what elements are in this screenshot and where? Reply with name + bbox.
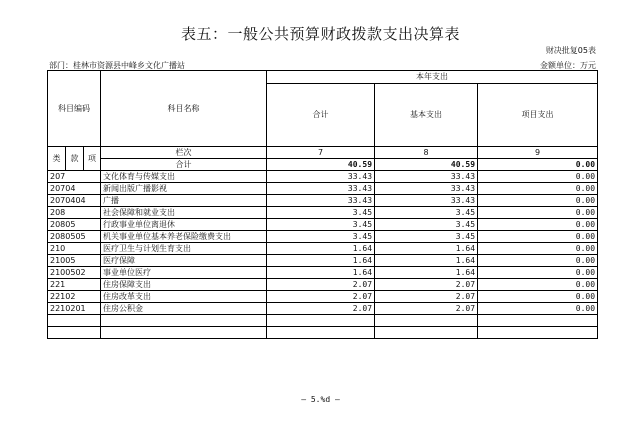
subject-name: 新闻出版广播影视 (101, 183, 267, 195)
amount-total: 33.43 (267, 183, 375, 195)
subject-name: 文化体育与传媒支出 (101, 171, 267, 183)
total-row-project: 0.00 (478, 159, 598, 171)
amount-project: 0.00 (478, 195, 598, 207)
subject-code: 21005 (48, 255, 101, 267)
blank-cell (478, 327, 598, 339)
subject-name: 广播 (101, 195, 267, 207)
subject-name: 社会保障和就业支出 (101, 207, 267, 219)
table-row (48, 195, 598, 207)
amount-total: 1.64 (267, 243, 375, 255)
amount-basic: 2.07 (375, 291, 478, 303)
page-footer: — 5.%d — (301, 395, 340, 404)
blank-cell (101, 315, 267, 327)
amount-basic: 1.64 (375, 255, 478, 267)
amount-total: 3.45 (267, 207, 375, 219)
table-row (48, 183, 598, 195)
blank-row (48, 327, 598, 339)
total-row-basic: 40.59 (375, 159, 478, 171)
amount-project: 0.00 (478, 243, 598, 255)
column-index-row (48, 147, 598, 159)
subject-code: 20805 (48, 219, 101, 231)
amount-project: 0.00 (478, 291, 598, 303)
table-row (48, 255, 598, 267)
basic-header: 基本支出 (375, 84, 478, 147)
subject-name: 住房保障支出 (101, 279, 267, 291)
subject-name: 住房改革支出 (101, 291, 267, 303)
subject-name: 行政事业单位离退休 (101, 219, 267, 231)
col-index-project: 9 (478, 147, 598, 159)
kuan-header: 款 (66, 147, 84, 171)
lei-header: 类 (48, 147, 66, 171)
table-row (48, 231, 598, 243)
subject-name: 医疗保障 (101, 255, 267, 267)
subject-code: 210 (48, 243, 101, 255)
amount-basic: 3.45 (375, 219, 478, 231)
amount-total: 1.64 (267, 255, 375, 267)
subject-code: 2210201 (48, 303, 101, 315)
amount-project: 0.00 (478, 183, 598, 195)
amount-basic: 1.64 (375, 267, 478, 279)
department-label: 部门：桂林市资源县中峰乡文化广播站 (49, 61, 185, 70)
amount-project: 0.00 (478, 255, 598, 267)
col-index-total: 7 (267, 147, 375, 159)
amount-total: 33.43 (267, 171, 375, 183)
subject-code-header: 科目编码 (48, 71, 101, 147)
blank-cell (101, 327, 267, 339)
subject-code: 208 (48, 207, 101, 219)
amount-project: 0.00 (478, 219, 598, 231)
subject-code: 22102 (48, 291, 101, 303)
blank-cell (48, 327, 101, 339)
amount-total: 2.07 (267, 279, 375, 291)
subject-name: 住房公积金 (101, 303, 267, 315)
blank-cell (267, 315, 375, 327)
blank-row (48, 315, 598, 327)
amount-basic: 33.43 (375, 195, 478, 207)
amount-total: 3.45 (267, 219, 375, 231)
table-row (48, 291, 598, 303)
blank-cell (478, 315, 598, 327)
amount-basic: 1.64 (375, 243, 478, 255)
column-label: 栏次 (101, 147, 267, 159)
subject-code: 221 (48, 279, 101, 291)
form-number: 财决批复05表 (545, 46, 596, 55)
header-row-1 (48, 71, 598, 84)
total-row-total: 40.59 (267, 159, 375, 171)
amount-total: 2.07 (267, 303, 375, 315)
table-row (48, 219, 598, 231)
amount-unit-label: 金额单位：万元 (540, 61, 596, 70)
amount-project: 0.00 (478, 267, 598, 279)
blank-cell (48, 315, 101, 327)
blank-cell (375, 327, 478, 339)
subject-code: 2080505 (48, 231, 101, 243)
subject-name: 医疗卫生与计划生育支出 (101, 243, 267, 255)
xiang-header: 项 (84, 147, 101, 171)
amount-project: 0.00 (478, 279, 598, 291)
subject-name-header: 科目名称 (101, 71, 267, 147)
amount-total: 3.45 (267, 231, 375, 243)
amount-total: 33.43 (267, 195, 375, 207)
blank-cell (375, 315, 478, 327)
subject-code: 2070404 (48, 195, 101, 207)
page-title: 表五：一般公共预算财政拨款支出决算表 (180, 25, 460, 43)
amount-total: 2.07 (267, 291, 375, 303)
amount-basic: 3.45 (375, 231, 478, 243)
amount-project: 0.00 (478, 231, 598, 243)
table-row (48, 243, 598, 255)
blank-cell (267, 327, 375, 339)
total-header: 合计 (267, 84, 375, 147)
subject-name: 事业单位医疗 (101, 267, 267, 279)
subject-name: 机关事业单位基本养老保险缴费支出 (101, 231, 267, 243)
project-header: 项目支出 (478, 84, 598, 147)
col-index-basic: 8 (375, 147, 478, 159)
amount-project: 0.00 (478, 303, 598, 315)
table-row (48, 279, 598, 291)
year-expense-header: 本年支出 (267, 71, 598, 84)
subject-code: 20704 (48, 183, 101, 195)
amount-basic: 3.45 (375, 207, 478, 219)
amount-total: 1.64 (267, 267, 375, 279)
subject-code: 207 (48, 171, 101, 183)
expenditure-table (47, 70, 598, 339)
amount-project: 0.00 (478, 171, 598, 183)
amount-basic: 33.43 (375, 183, 478, 195)
total-row (48, 159, 598, 171)
amount-basic: 2.07 (375, 303, 478, 315)
table-row (48, 171, 598, 183)
table-row (48, 267, 598, 279)
amount-basic: 33.43 (375, 171, 478, 183)
table-row (48, 303, 598, 315)
amount-basic: 2.07 (375, 279, 478, 291)
subject-code: 2100502 (48, 267, 101, 279)
amount-project: 0.00 (478, 207, 598, 219)
table-row (48, 207, 598, 219)
total-row-label: 合计 (101, 159, 267, 171)
